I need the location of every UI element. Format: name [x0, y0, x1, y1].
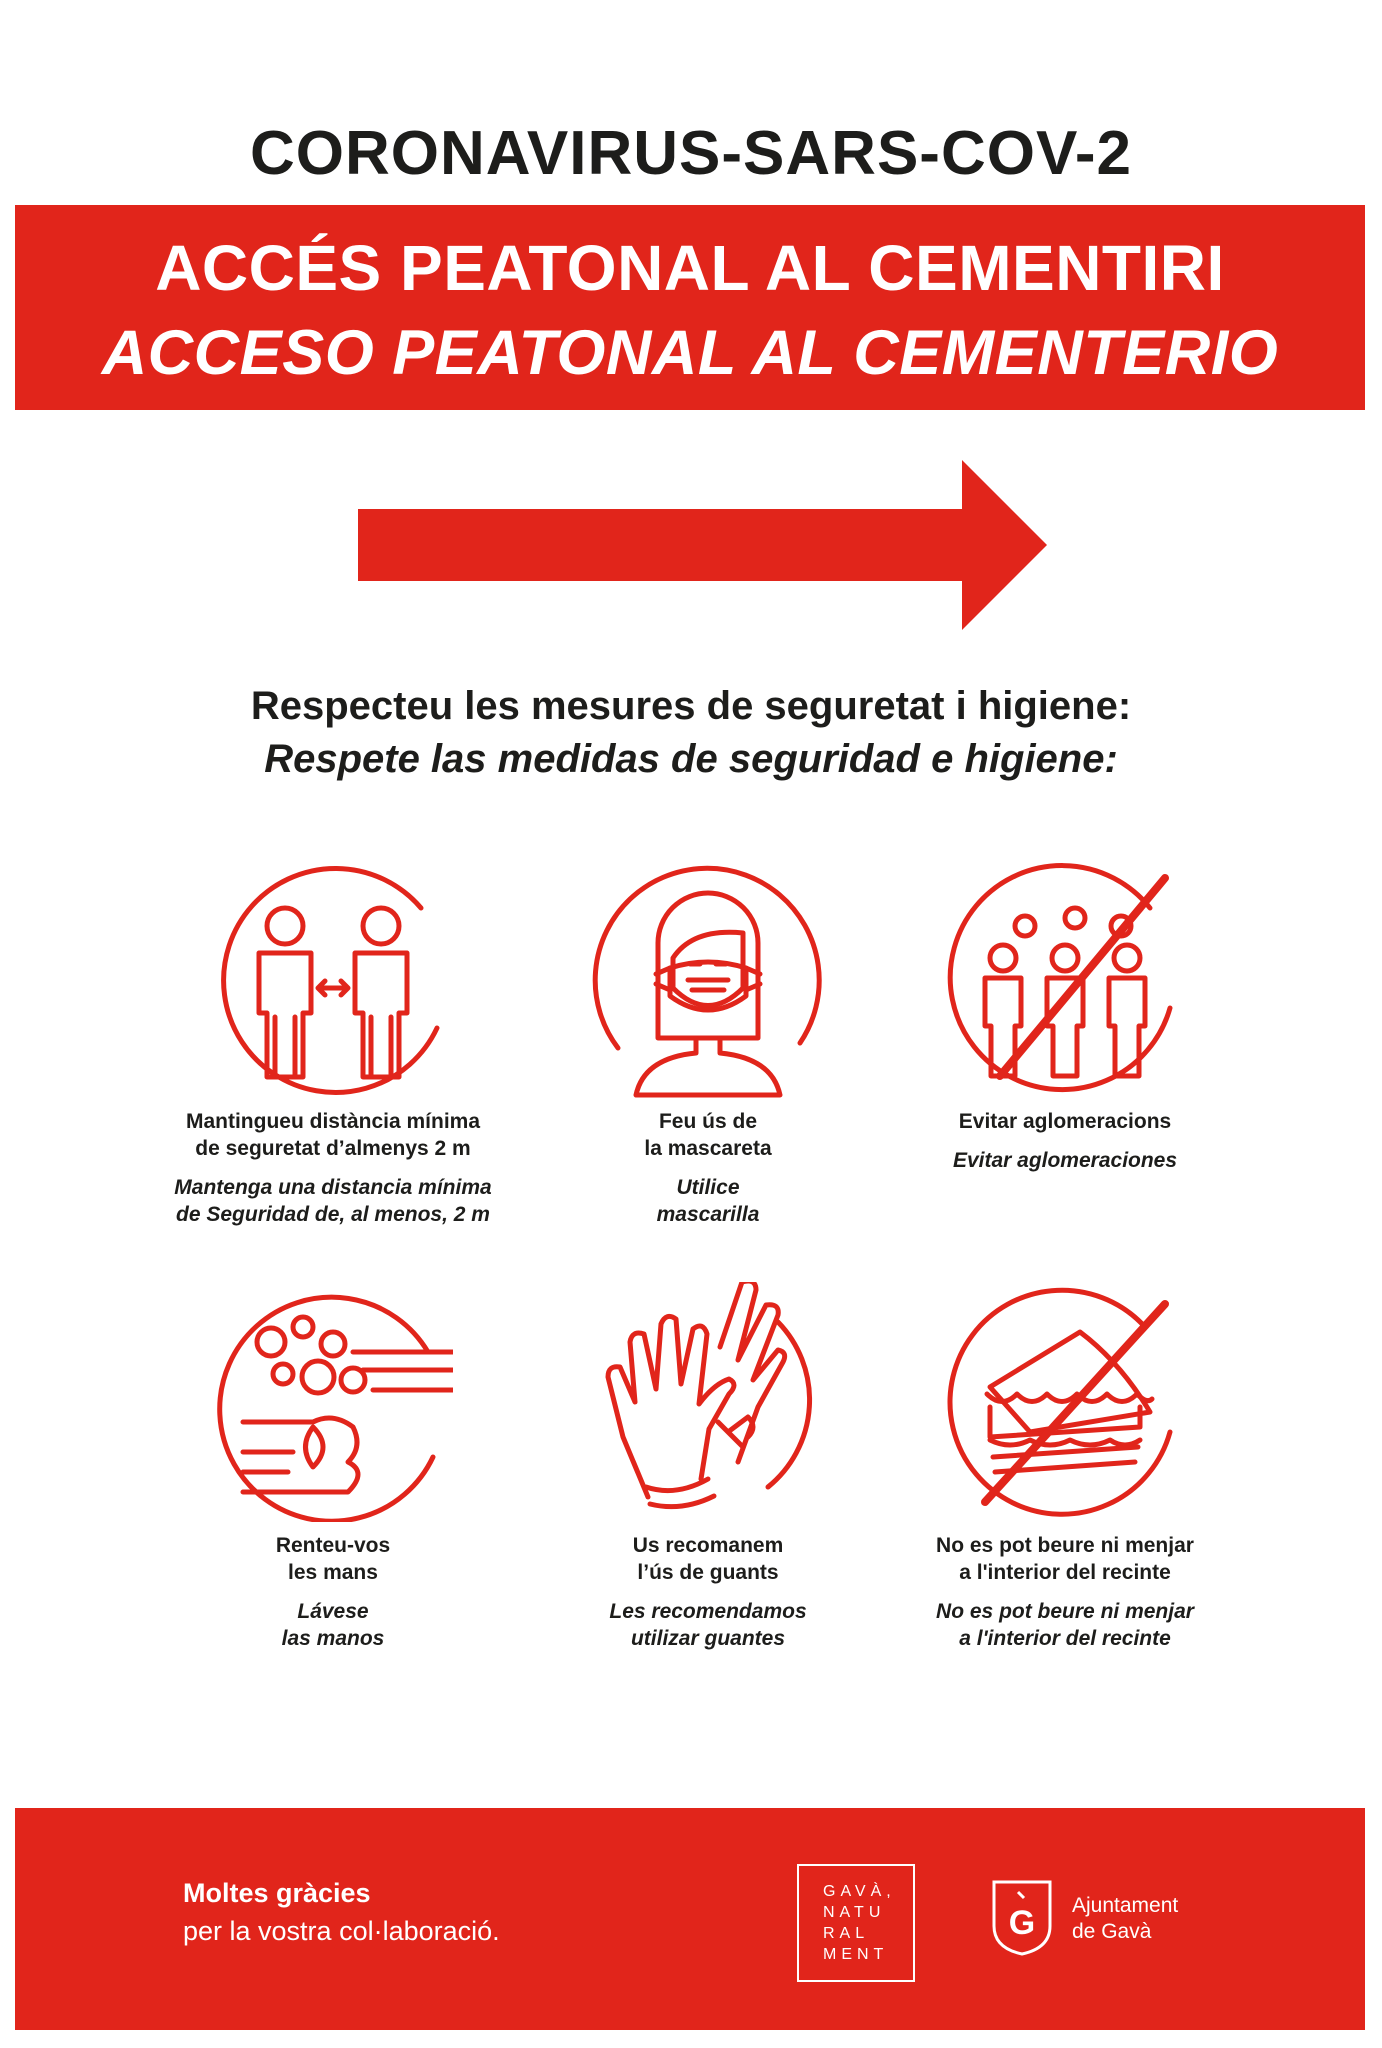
footer-band	[15, 1808, 1365, 2030]
measure-hand-washing	[133, 1282, 533, 1652]
title-banner	[15, 205, 1365, 410]
measure-no-crowds-catalan: Evitar aglomeracions	[958, 1110, 1172, 1133]
council-shield-icon	[990, 1878, 1054, 1958]
council-name-line1: Ajuntament	[1072, 1894, 1179, 1917]
measure-mask-catalan: Feu ús de la mascareta	[644, 1110, 772, 1160]
measure-gloves-catalan: Us recomanem l’ús de guants	[632, 1534, 784, 1584]
social-distance-icon	[213, 858, 453, 1098]
thanks-text: per la vostra col·laboració.	[183, 1916, 500, 1946]
council-name-line2: de Gavà	[1072, 1920, 1152, 1943]
measure-mask	[508, 858, 908, 1228]
measure-distance-spanish: Mantenga una distancia mínima de Seguridad de, al menos, 2 m	[174, 1176, 492, 1226]
intro-spanish: Respete las medidas de seguridad e higiene:	[264, 737, 1118, 781]
measure-no-crowds	[865, 858, 1265, 1174]
banner-title-spanish: ACCESO PEATONAL AL CEMENTERIO	[101, 318, 1279, 388]
intro-catalan: Respecteu les mesures de seguretat i higiene:	[250, 684, 1132, 728]
right-arrow-icon	[355, 458, 1055, 633]
gloves-icon	[588, 1282, 828, 1522]
shield-letter: G	[1008, 1904, 1036, 1942]
measure-hand-washing-spanish: Lávese las manos	[281, 1600, 385, 1650]
banner-title-catalan: ACCÉS PEATONAL AL CEMENTIRI	[155, 232, 1225, 304]
no-eating-icon	[945, 1282, 1185, 1522]
no-crowds-icon	[945, 858, 1185, 1098]
measure-no-eating-spanish: No es pot beure ni menjar a l'interior del recinte	[936, 1600, 1194, 1650]
measure-hand-washing-catalan: Renteu-vos les mans	[275, 1534, 391, 1584]
supertitle: CORONAVIRUS-SARS-COV-2	[249, 119, 1133, 188]
gava-naturalment-logo: GAVÀ, NATU RAL MENT	[797, 1864, 915, 1982]
measure-gloves	[508, 1282, 908, 1652]
hand-washing-icon	[213, 1282, 453, 1522]
measure-no-eating	[865, 1282, 1265, 1652]
measure-mask-spanish: Utilice mascarilla	[656, 1176, 760, 1226]
measure-gloves-spanish: Les recomendamos utilizar guantes	[609, 1600, 807, 1650]
measure-no-crowds-spanish: Evitar aglomeraciones	[952, 1149, 1178, 1172]
measure-no-eating-catalan: No es pot beure ni menjar a l'interior del recinte	[936, 1534, 1194, 1584]
measure-distance-catalan: Mantingueu distància mínima de seguretat d’almenys 2 m	[185, 1110, 481, 1160]
measure-distance	[133, 858, 533, 1228]
face-mask-icon	[588, 858, 828, 1098]
thanks-title: Moltes gràcies	[183, 1878, 371, 1908]
